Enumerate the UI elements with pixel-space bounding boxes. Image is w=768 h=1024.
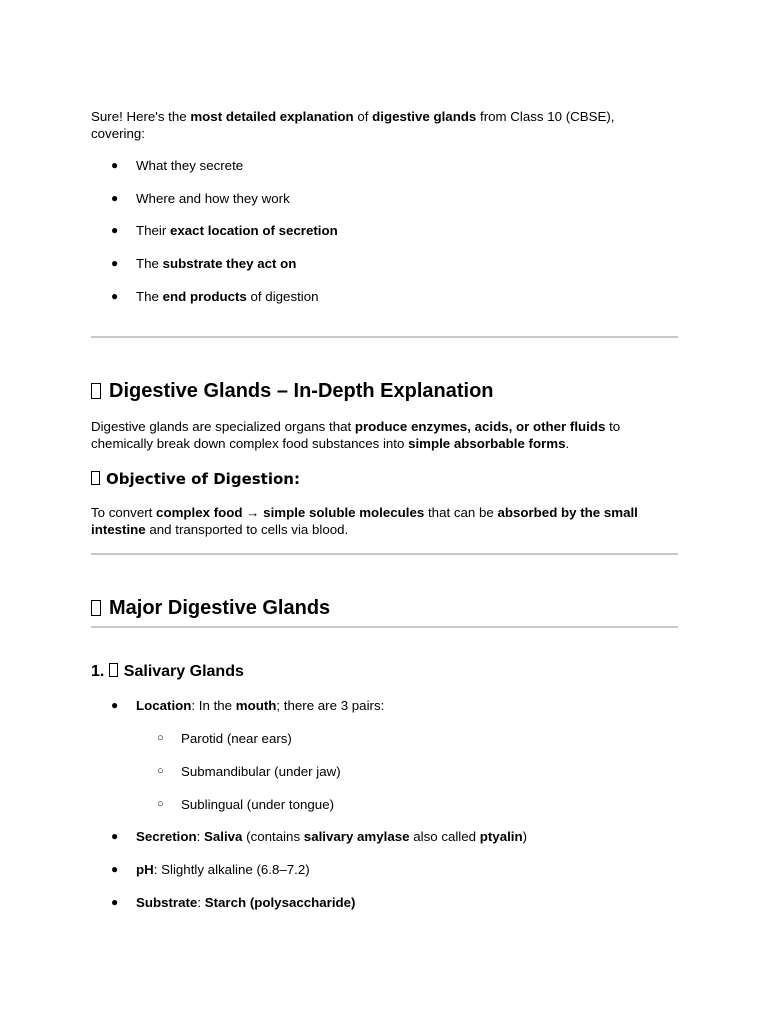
bullet-icon: ● [111,862,119,876]
bullet-icon: ● [111,698,119,712]
missing-glyph-icon [109,663,118,677]
divider [91,336,678,338]
bullet-icon: ● [111,829,119,843]
objective-heading: Objective of Digestion: [91,469,300,489]
objective-paragraph: To convert complex food → simple soluble molecules that can be absorbed by the small intestine and transported to cells via blood. [91,505,638,537]
intro-paragraph [91,108,678,142]
bullet-icon: ● [111,289,119,303]
section-heading-major-glands: Major Digestive Glands [91,595,330,621]
missing-glyph-icon [91,471,100,485]
circle-bullet-icon: ○ [157,732,164,744]
divider [91,626,678,628]
bullet-icon: ● [111,223,119,237]
missing-glyph-icon [91,600,101,616]
divider [91,553,678,555]
circle-bullet-icon: ○ [157,765,164,777]
missing-glyph-icon [91,383,101,399]
intro-line-2: covering: [91,126,145,141]
bullet-icon: ● [111,191,119,205]
bullet-icon: ● [111,895,119,909]
document-page: Sure! Here's the most detailed explanation of digestive glands from Class 10 (CBSE), covering: ● What they secrete ● Where and how they work ● Their exact location of secretion ● The substrate they act on ● The end products of digestion Digestive Glands – In-Depth Explanation Digestive glands are specialized organs that produce enzymes, acids, or other fluids to chemically break down complex food substances into simple absorbable forms. Objective of Digestion: To convert complex food → simple soluble molecules that can be absorbed by the small intestine and transported to cells via blood. Major Digestive Glands 1. Salivary Glands ● Location: In the mouth; there are 3 pairs: ○ Parotid (near ears) ○ Submandibular (under jaw) ○ Sublingual (under tongue) ● Secretion: Saliva (contains salivary amylase also called ptyalin) ● pH: Slightly alkaline (6.8–7.2) ● Substrate: Starch (polysaccharide) [0,0,768,1024]
section-heading-digestive-glands: Digestive Glands – In-Depth Explanation [91,378,494,404]
section1-paragraph: Digestive glands are specialized organs that produce enzymes, acids, or other fluids to chemically break down complex food substances into simple absorbable forms. [91,419,621,451]
intro-line-1: Sure! Here's the most detailed explanation of digestive glands from Class 10 (CBSE), [91,109,615,124]
salivary-glands-heading: 1. Salivary Glands [91,663,244,680]
bullet-icon: ● [111,256,119,270]
bullet-icon: ● [111,158,119,172]
circle-bullet-icon: ○ [157,798,164,810]
